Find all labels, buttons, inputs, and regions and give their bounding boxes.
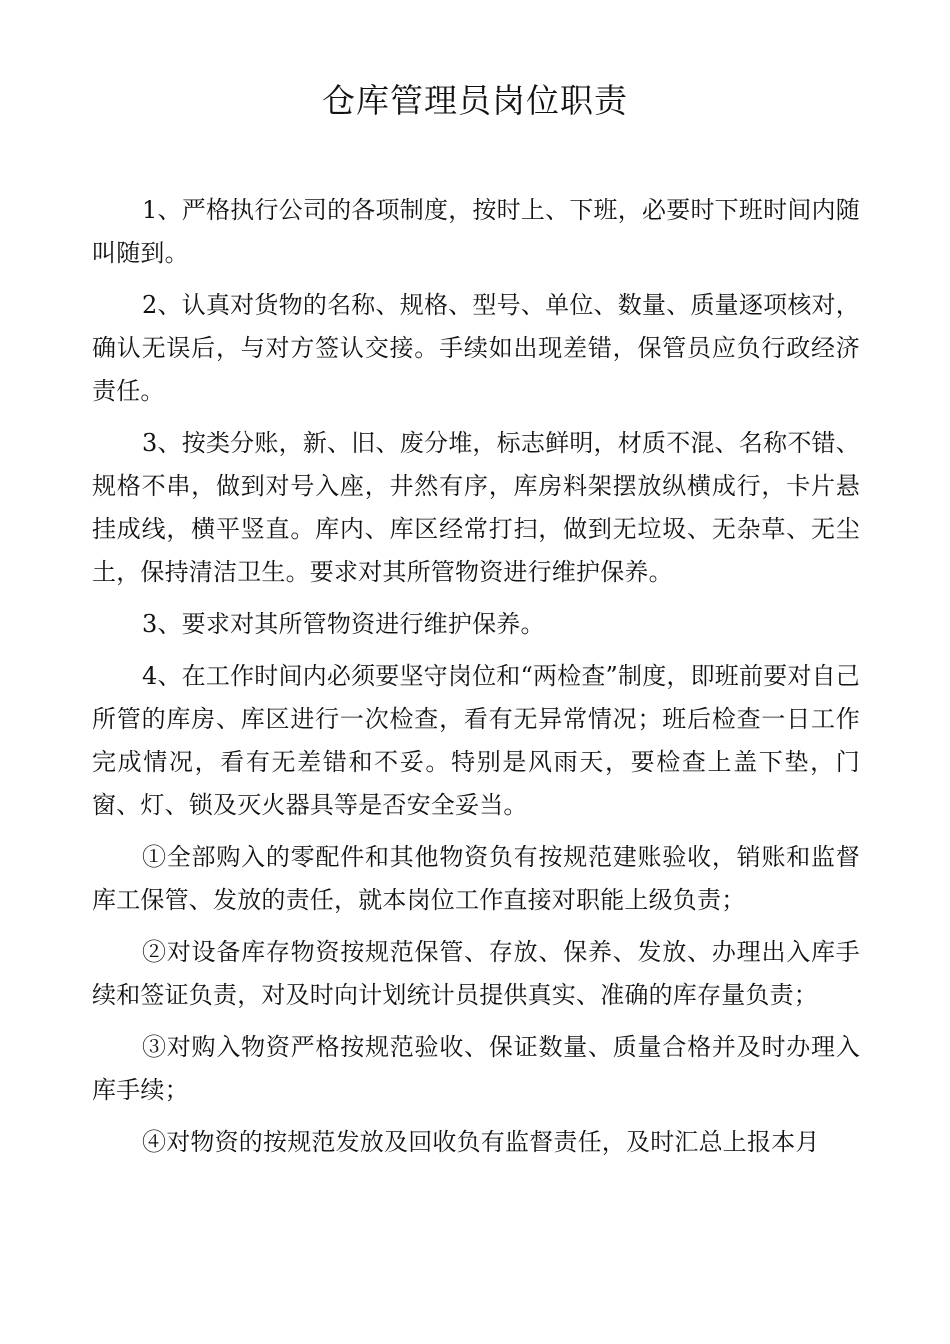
document-body	[92, 189, 860, 1173]
paragraph-1: 1、严格执行公司的各项制度，按时上、下班，必要时下班时间内随叫随到。	[92, 196, 860, 267]
list-item-1: ①全部购入的零配件和其他物资负有按规范建账验收，销账和监督库工保管、发放的责任，就本岗位工作直接对职能上级负责；	[92, 843, 860, 914]
list-item-3: ③对购入物资严格按规范验收、保证数量、质量合格并及时办理入库手续；	[92, 1033, 860, 1104]
paragraph-2: 2、认真对货物的名称、规格、型号、单位、数量、质量逐项核对，确认无误后，与对方签认交接。手续如出现差错，保管员应负行政经济责任。	[92, 291, 860, 405]
list-item-4: ④对物资的按规范发放及回收负有监督责任，及时汇总上报本月	[142, 1128, 820, 1156]
paragraph-3-repeat: 3、要求对其所管物资进行维护保养。	[142, 610, 545, 638]
paragraph-3: 3、按类分账，新、旧、废分堆，标志鲜明，材质不混、名称不错、规格不串，做到对号入座，井然有序，库房料架摆放纵横成行，卡片悬挂成线，横平竖直。库内、库区经常打扫，做到无垃圾、无杂草、无尘土，保持清洁卫生。要求对其所管物资进行维护保养。	[92, 429, 860, 586]
document-title: 仓库管理员岗位职责	[322, 81, 628, 120]
list-item-2: ②对设备库存物资按规范保管、存放、保养、发放、办理出入库手续和签证负责，对及时向计划统计员提供真实、准确的库存量负责；	[92, 938, 860, 1009]
paragraph-4: 4、在工作时间内必须要坚守岗位和“两检查”制度，即班前要对自己所管的库房、库区进行一次检查，看有无异常情况；班后检查一日工作完成情况，看有无差错和不妥。特别是风雨天，要检查上盖下垫，门窗、灯、锁及灭火器具等是否安全妥当。	[92, 662, 861, 819]
